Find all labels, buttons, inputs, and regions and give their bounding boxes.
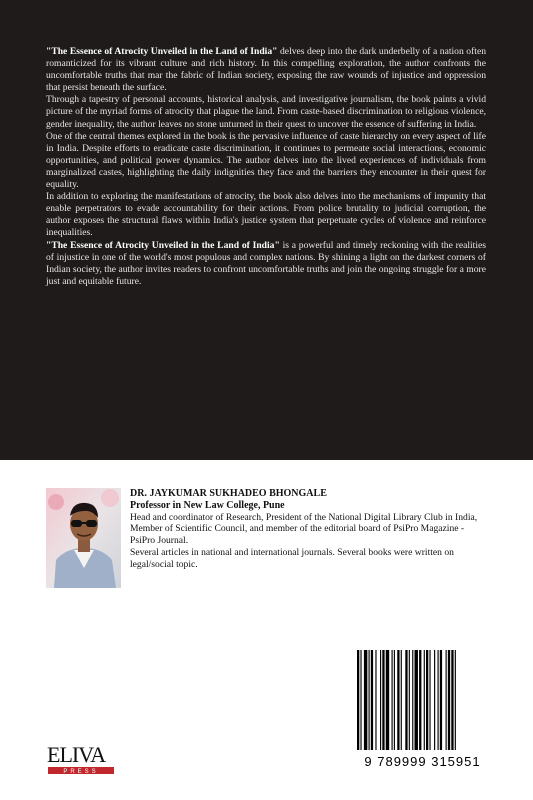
blurb-paragraph-3: One of the central themes explored in the book is the pervasive influence of caste hierarchy on every aspect of life in India. Despite efforts to eradicate caste discrimination, it continues to permeate social interactions, economic opportunities, and political power dynamics. The author delves into the lived experiences of individuals from marginalized castes, highlighting the daily indignities they face and the barriers they encounter in their quest for equality.	[46, 130, 486, 191]
barcode-bar	[382, 650, 384, 750]
barcode-bar	[357, 650, 359, 750]
barcode-bar	[360, 650, 361, 750]
book-title-ref: "The Essence of Atrocity Unveiled in the Land of India"	[46, 46, 278, 57]
barcode-bar	[415, 650, 418, 750]
barcode-bar	[375, 650, 376, 750]
barcode-bar	[386, 650, 389, 750]
barcode-bar	[380, 650, 381, 750]
barcode-bar	[405, 650, 407, 750]
barcode-bar	[448, 650, 450, 750]
book-title-ref: "The Essence of Atrocity Unveiled in the Land of India"	[46, 239, 280, 251]
barcode-bar	[455, 650, 456, 750]
blurb-text: is a powerful and timely reckoning with the realities of injustice in one of the world's most populous and complex nations. By shining a light on the darkest corners of Indian society, the author invites readers to confront uncomfortable truths and join the ongoing struggle for a more just and equitable future.	[46, 239, 486, 287]
barcode-bar	[451, 650, 453, 750]
barcode-bar	[364, 650, 367, 750]
logo-text: ELIVA	[47, 742, 106, 767]
author-name: DR. JAYKUMAR SUKHADEO BHONGALE	[130, 488, 327, 499]
barcode-bar	[426, 650, 428, 750]
publisher-logo	[46, 740, 118, 778]
isbn-digits: 9 789999 315951	[364, 754, 481, 769]
eliva-logo-icon	[46, 740, 118, 778]
barcode-bar	[394, 650, 395, 750]
blurb-paragraph-1	[46, 46, 486, 94]
barcode-bar	[434, 650, 435, 750]
barcode-bar	[397, 650, 399, 750]
blurb-paragraph-2: Through a tapestry of personal accounts, historical analysis, and investigative journalism, the book paints a vivid picture of the myriad forms of atrocity that plague the land. From caste-based discrimination to religious violence, gender inequality, the author leaves no stone unturned in their quest to uncover the essence of suffering in India.	[46, 94, 486, 130]
barcode-bar	[424, 650, 425, 750]
barcode-bar	[401, 650, 402, 750]
barcode-bar	[429, 650, 430, 750]
isbn-barcode	[349, 644, 496, 770]
book-description	[46, 46, 486, 288]
author-bio-text-1: Head and coordinator of Research, President of the National Digital Library Club in India, Member of Scientific Council, and member of the editorial board of PsiPro Magazine - PsiPro Journal.	[130, 511, 478, 547]
barcode-bar	[419, 650, 421, 750]
logo-sub-text: PRESS	[63, 769, 99, 775]
barcode-bar	[446, 650, 447, 750]
blurb-paragraph-4: In addition to exploring the manifestations of atrocity, the book also delves into the mechanisms of impunity that enable perpetrators to evade accountability for their actions. From police brutality to judicial corruption, the author exposes the structural flaws within India's justice system that perpetuate cycles of violence and reinforce inequalities.	[46, 191, 486, 239]
barcode-bars	[349, 644, 496, 752]
barcode-bar	[412, 650, 413, 750]
author-photo	[46, 488, 121, 588]
barcode-bar	[369, 650, 370, 750]
author-role: Professor in New Law College, Pune	[130, 499, 285, 511]
barcode-bar	[409, 650, 410, 750]
barcode-bar	[440, 650, 442, 750]
blurb-text: delves deep into the dark underbelly of a nation often romanticized for its vibrant culture and rich history. In this compelling exploration, the author confronts the uncomfortable truths that mar the fabric of Indian society, exposing the raw wounds of injustice and oppression that persist beneath the surface.	[46, 46, 486, 94]
author-photo-image	[46, 488, 121, 588]
barcode-bar	[371, 650, 373, 750]
barcode-bar	[392, 650, 393, 750]
barcode-bar	[438, 650, 439, 750]
blurb-paragraph-5	[46, 240, 486, 288]
author-bio-text-2: Several articles in national and international journals. Several books were written on legal/social topic.	[130, 546, 454, 570]
author-bio	[130, 488, 490, 571]
